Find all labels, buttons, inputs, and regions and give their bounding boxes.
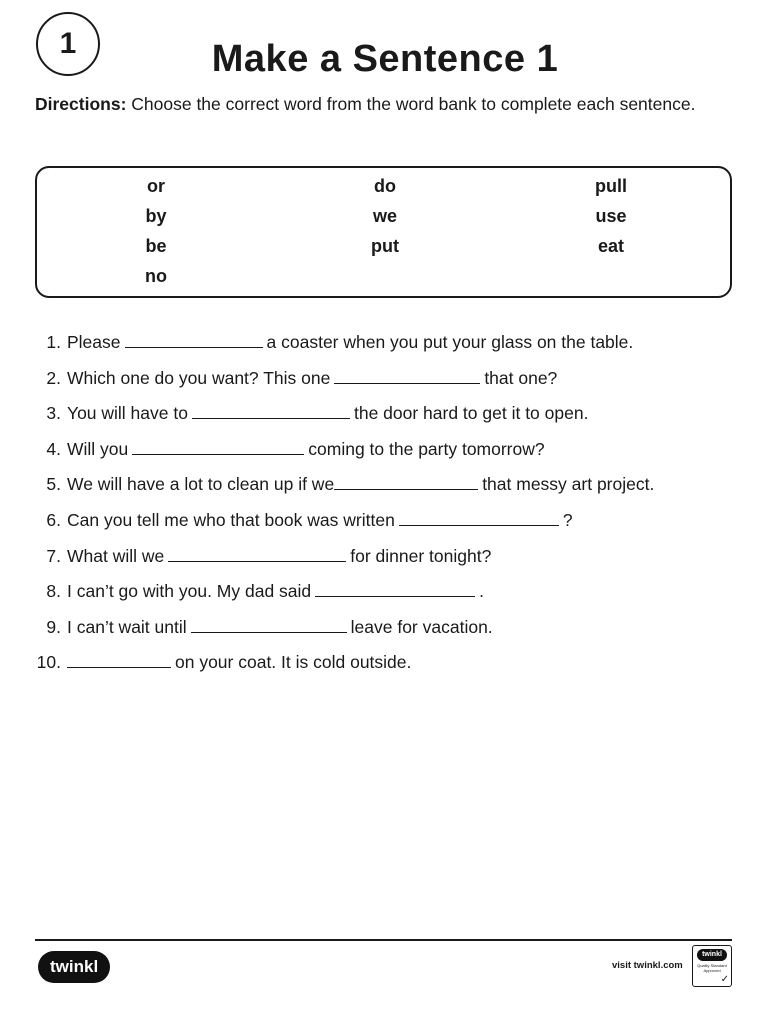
answer-blank[interactable] xyxy=(192,400,350,419)
sentence-number: 5. xyxy=(46,474,61,495)
sentence-text-before: Will you xyxy=(67,438,129,459)
footer-divider xyxy=(35,939,732,941)
sentence-text-before: I can’t wait until xyxy=(67,616,187,637)
sentence-item xyxy=(30,542,740,578)
sentence-text-before: You will have to xyxy=(67,403,188,424)
page-title: Make a Sentence 1 xyxy=(211,38,559,80)
sentence-number: 2. xyxy=(46,367,61,388)
sentence-text-after: that messy art project. xyxy=(482,474,655,495)
answer-blank[interactable] xyxy=(191,614,347,633)
quality-standard-badge xyxy=(692,945,732,987)
word-bank-word: be xyxy=(145,236,167,256)
sentence-item xyxy=(30,577,740,613)
sentence-text-after: the door hard to get it to open. xyxy=(353,403,589,424)
word-bank-word: put xyxy=(371,236,399,256)
sentence-text-before: We will have a lot to clean up if we xyxy=(67,474,335,495)
word-bank-word: we xyxy=(372,206,397,226)
quality-standard-text: Quality Standard Approved xyxy=(697,963,727,973)
logo-text: twinkl xyxy=(50,957,99,976)
answer-blank[interactable] xyxy=(67,649,171,668)
sentence-text-after: leave for vacation. xyxy=(350,616,493,637)
sentence-number: 10. xyxy=(36,652,61,673)
sentence-item xyxy=(30,470,740,506)
word-bank-word: no xyxy=(145,266,167,286)
word-bank-word: or xyxy=(147,176,165,196)
sentence-number: 6. xyxy=(46,509,61,530)
title-container xyxy=(200,38,570,81)
sentence-item xyxy=(30,648,740,684)
sentence-text-after: coming to the party tomorrow? xyxy=(308,438,545,459)
sentence-item xyxy=(30,613,740,649)
visit-link[interactable]: visit twinkl.com xyxy=(612,960,683,971)
sentence-text-after: for dinner tonight? xyxy=(350,545,492,566)
answer-blank[interactable] xyxy=(168,543,346,562)
sentence-item xyxy=(30,506,740,542)
sentence-number: 7. xyxy=(46,545,61,566)
page-number-badge xyxy=(36,12,100,76)
answer-blank[interactable] xyxy=(315,578,475,597)
word-bank xyxy=(35,166,732,298)
sentence-text-after: . xyxy=(479,581,485,602)
checkmark-icon: ✓ xyxy=(720,974,729,985)
sentence-list xyxy=(30,328,740,684)
twinkl-logo xyxy=(38,951,110,983)
word-bank-word: pull xyxy=(595,176,627,196)
word-bank-word: do xyxy=(374,176,396,196)
sentence-text-after: a coaster when you put your glass on the table. xyxy=(266,332,634,352)
directions-label: Directions: xyxy=(35,94,127,114)
answer-blank[interactable] xyxy=(399,507,559,526)
page-number: 1 xyxy=(59,27,77,60)
sentence-number: 9. xyxy=(46,616,61,637)
directions-text: Choose the correct word from the word bank to complete each sentence. xyxy=(126,94,696,114)
sentence-number: 8. xyxy=(46,581,61,602)
answer-blank[interactable] xyxy=(132,436,304,455)
sentence-text-after: on your coat. It is cold outside. xyxy=(175,652,412,673)
word-bank-word: eat xyxy=(597,236,624,256)
sentence-item xyxy=(30,399,740,435)
sentence-number: 4. xyxy=(46,438,61,459)
word-bank-word: by xyxy=(145,206,167,226)
sentence-item xyxy=(30,364,740,400)
quality-logo-text: twinkl xyxy=(697,949,727,961)
sentence-text-before: What will we xyxy=(67,545,165,566)
answer-blank[interactable] xyxy=(334,365,480,384)
sentence-item xyxy=(30,435,740,471)
sentence-text-before: I can’t go with you. My dad said xyxy=(67,581,312,602)
word-bank-word: use xyxy=(595,206,627,226)
sentence-text-before: Can you tell me who that book was written xyxy=(67,509,395,530)
sentence-text-after: ? xyxy=(562,509,573,530)
answer-blank[interactable] xyxy=(334,471,478,490)
sentence-text-before: Which one do you want? This one xyxy=(67,367,331,388)
sentence-number: 1. xyxy=(46,332,61,352)
sentence-text-after: that one? xyxy=(484,367,558,388)
directions xyxy=(35,94,695,115)
answer-blank[interactable] xyxy=(125,329,263,348)
sentence-item xyxy=(30,328,740,364)
sentence-number: 3. xyxy=(46,403,61,424)
sentence-text-before: Please xyxy=(67,332,121,352)
